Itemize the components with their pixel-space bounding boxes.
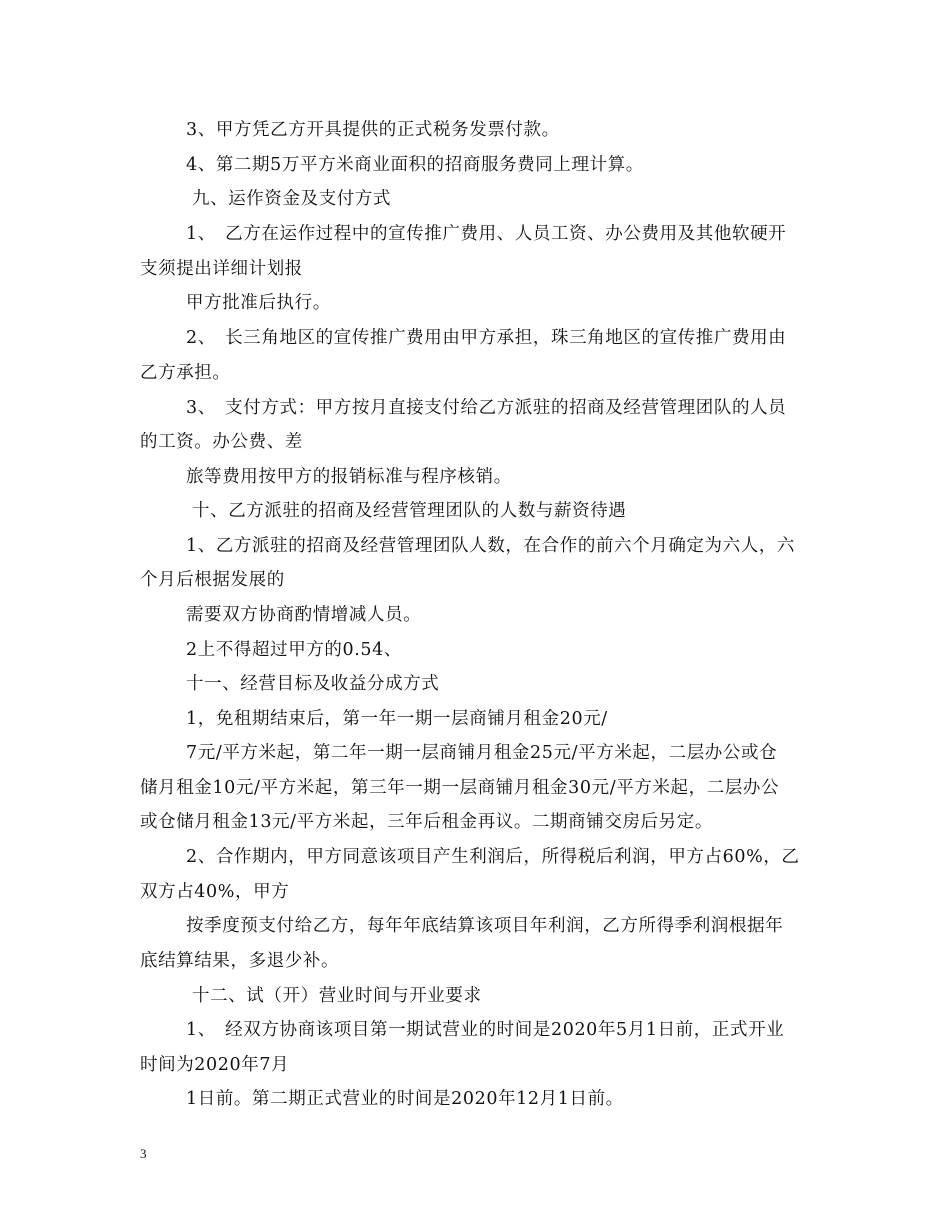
paragraph-line: 乙方承担。 bbox=[140, 363, 231, 383]
paragraph-line: 旅等费用按甲方的报销标准与程序核销。 bbox=[186, 467, 512, 487]
paragraph-line: 甲方批准后执行。 bbox=[186, 293, 331, 313]
section-heading: 十一、经营目标及收益分成方式 bbox=[186, 674, 440, 694]
paragraph-line: 按季度预支付给乙方，每年年底结算该项目年利润，乙方所得季利润根据年 bbox=[186, 916, 784, 936]
paragraph-line: 储月租金10元/平方米起，第三年一期一层商铺月租金30元/平方米起，二层办公 bbox=[140, 778, 780, 798]
paragraph-line: 1、 经双方协商该项目第一期试营业的时间是2020年5月1日前，正式开业 bbox=[186, 1020, 785, 1040]
paragraph-line: 4、第二期5万平方米商业面积的招商服务费同上理计算。 bbox=[186, 155, 644, 175]
paragraph-line: 支须提出详细计划报 bbox=[140, 259, 303, 279]
paragraph-line: 或仓储月租金13元/平方米起，三年后租金再议。二期商铺交房后另定。 bbox=[140, 812, 713, 832]
paragraph-line: 需要双方协商酌情增减人员。 bbox=[186, 605, 422, 625]
paragraph-line: 7元/平方米起，第二年一期一层商铺月租金25元/平方米起，二层办公或仓 bbox=[186, 743, 778, 763]
paragraph-line: 2、 长三角地区的宣传推广费用由甲方承担，珠三角地区的宣传推广费用由 bbox=[186, 328, 787, 348]
paragraph-line: 3、 支付方式：甲方按月直接支付给乙方派驻的招商及经营管理团队的人员 bbox=[186, 398, 787, 418]
section-heading: 九、运作资金及支付方式 bbox=[192, 189, 392, 209]
paragraph-line: 时间为2020年7月 bbox=[140, 1055, 290, 1075]
paragraph-line: 1、乙方派驻的招商及经营管理团队人数，在合作的前六个月确定为六人，六 bbox=[186, 536, 796, 556]
section-heading: 十二、试（开）营业时间与开业要求 bbox=[192, 986, 482, 1006]
section-heading: 十、乙方派驻的招商及经营管理团队的人数与薪资待遇 bbox=[192, 501, 627, 521]
paragraph-line: 1、 乙方在运作过程中的宣传推广费用、人员工资、办公费用及其他软硬开 bbox=[186, 224, 787, 244]
paragraph-line: 底结算结果，多退少补。 bbox=[140, 951, 340, 971]
paragraph-line: 3、甲方凭乙方开具提供的正式税务发票付款。 bbox=[186, 120, 560, 140]
paragraph-line: 个月后根据发展的 bbox=[140, 570, 285, 590]
paragraph-line: 2、合作期内，甲方同意该项目产生利润后，所得税后利润，甲方占60%，乙 bbox=[186, 847, 800, 867]
paragraph-line: 1日前。第二期正式营业的时间是2020年12月1日前。 bbox=[186, 1089, 624, 1109]
paragraph-line: 2上不得超过甲方的0.54、 bbox=[186, 640, 402, 660]
paragraph-line: 的工资。办公费、差 bbox=[140, 432, 303, 452]
paragraph-line: 双方占40%，甲方 bbox=[140, 882, 290, 902]
page-number: 3 bbox=[140, 1146, 147, 1161]
paragraph-line: 1，免租期结束后，第一年一期一层商铺月租金20元/ bbox=[186, 709, 608, 729]
